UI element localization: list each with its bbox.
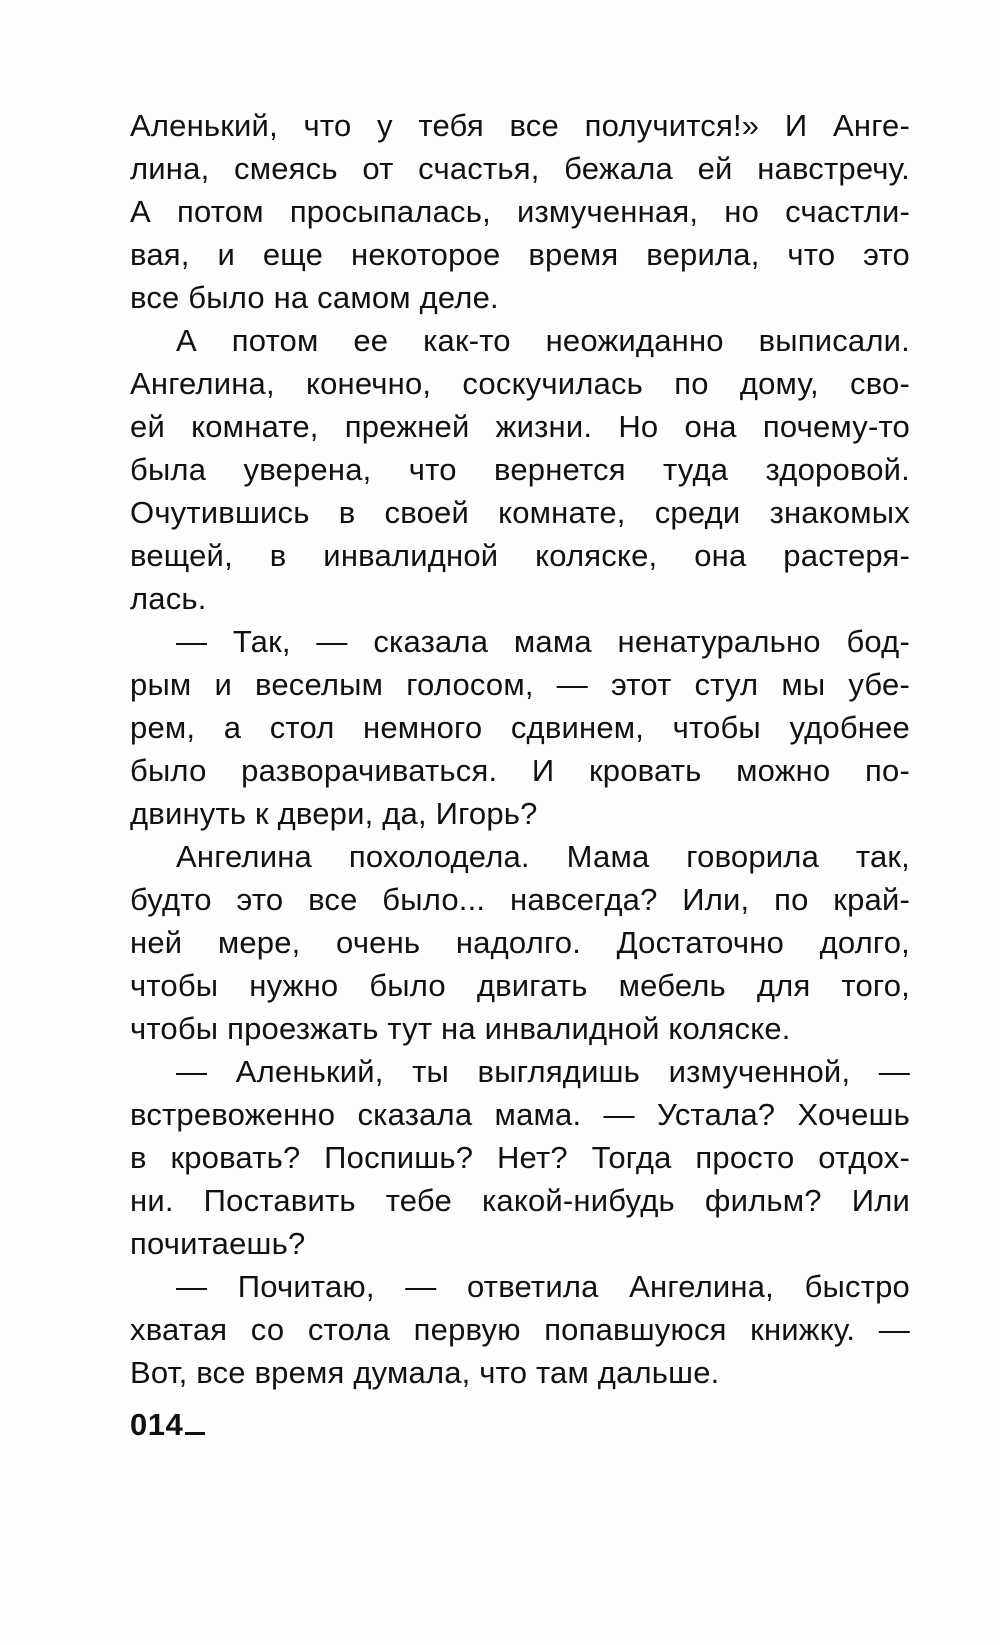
text-line: Ангелина, конечно, соскучилась по дому, сво- <box>130 366 910 401</box>
page-number-underscore <box>185 1432 205 1435</box>
page-number-text: 014 <box>130 1407 184 1442</box>
text-line: А потом ее как-то неожиданно выписали. <box>176 323 910 358</box>
text-line: — Почитаю, — ответила Ангелина, быстро <box>176 1269 910 1304</box>
text-line: Аленький, что у тебя все получится!» И Анге- <box>130 108 910 143</box>
text-line: почитаешь? <box>130 1226 306 1261</box>
text-line: А потом просыпалась, измученная, но счастли- <box>130 194 910 229</box>
text-line: было разворачиваться. И кровать можно по- <box>130 753 910 788</box>
paragraph <box>130 104 910 319</box>
text-line: хватая со стола первую попавшуюся книжку. — <box>130 1312 910 1347</box>
text-line: будто это все было... навсегда? Или, по край- <box>130 882 910 917</box>
text-line: ней мере, очень надолго. Достаточно долго, <box>130 925 910 960</box>
text-line: ни. Поставить тебе какой-нибудь фильм? Или <box>130 1183 910 1218</box>
text-line: в кровать? Поспишь? Нет? Тогда просто отдох- <box>130 1140 910 1175</box>
text-line: вещей, в инвалидной коляске, она растеря- <box>130 538 910 573</box>
text-line: чтобы проезжать тут на инвалидной коляске. <box>130 1011 791 1046</box>
text-line: Ангелина похолодела. Мама говорила так, <box>176 839 910 874</box>
text-line: вая, и еще некоторое время верила, что это <box>130 237 910 272</box>
body-text <box>130 104 910 1394</box>
text-line: лина, смеясь от счастья, бежала ей навстречу. <box>130 151 910 186</box>
text-line: двинуть к двери, да, Игорь? <box>130 796 538 831</box>
text-line: Вот, все время думала, что там дальше. <box>130 1355 720 1390</box>
text-line: — Аленький, ты выглядишь измученной, — <box>176 1054 910 1089</box>
text-line: все было на самом деле. <box>130 280 499 315</box>
paragraph <box>130 835 910 1050</box>
text-line: рым и веселым голосом, — этот стул мы убе- <box>130 667 910 702</box>
text-line: ей комнате, прежней жизни. Но она почему-то <box>130 409 910 444</box>
paragraph <box>130 620 910 835</box>
paragraph <box>130 1050 910 1265</box>
text-line: лась. <box>130 581 207 616</box>
paragraph <box>130 1265 910 1394</box>
text-line: была уверена, что вернется туда здоровой. <box>130 452 910 487</box>
text-line: — Так, — сказала мама ненатурально бод- <box>176 624 910 659</box>
paragraph <box>130 319 910 620</box>
page-number <box>130 1407 205 1443</box>
text-line: Очутившись в своей комнате, среди знакомых <box>130 495 910 530</box>
text-line: встревоженно сказала мама. — Устала? Хочешь <box>130 1097 910 1132</box>
text-line: рем, а стол немного сдвинем, чтобы удобнее <box>130 710 910 745</box>
text-line: чтобы нужно было двигать мебель для того, <box>130 968 910 1003</box>
